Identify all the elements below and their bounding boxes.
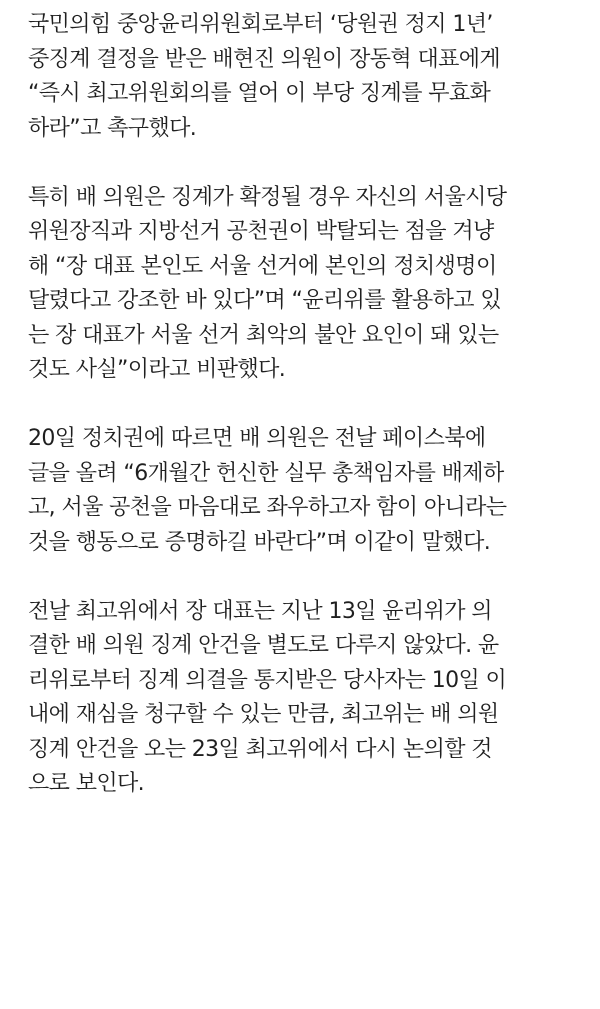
text-line: 중징계 결정을 받은 배현진 의원이 장동혁 대표에게 — [28, 46, 501, 72]
text-line: 것도 사실”이라고 비판했다. — [28, 357, 286, 382]
text-line: 내에 재심을 청구할 수 있는 만큼, 최고위는 배 의원 — [28, 702, 499, 727]
text-line: 는 장 대표가 서울 선거 최악의 불안 요인이 돼 있는 — [28, 322, 499, 348]
text-line: 글을 올려 “6개월간 헌신한 실무 총책임자를 배제하 — [28, 460, 504, 486]
text-line: 위원장직과 지방선거 공천권이 박탈되는 점을 겨냥 — [28, 219, 494, 244]
text-line: 국민의힘 중앙윤리위원회로부터 ‘당원권 정지 1년’ — [28, 12, 493, 37]
paragraph-2 — [28, 181, 588, 388]
text-line: 리위로부터 징계 의결을 통지받은 당사자는 10일 이 — [28, 667, 507, 693]
paragraph-1 — [28, 8, 588, 146]
article-body — [28, 8, 588, 836]
text-line: 달렸다고 강조한 바 있다”며 “윤리위를 활용하고 있 — [28, 288, 501, 313]
paragraph-3 — [28, 422, 588, 560]
paragraph-4 — [28, 595, 588, 802]
text-line: 으로 보인다. — [28, 771, 145, 796]
text-line: 20일 정치권에 따르면 배 의원은 전날 페이스북에 — [28, 426, 486, 451]
text-line: 하라”고 촉구했다. — [28, 115, 197, 141]
text-line: 고, 서울 공천을 마음대로 좌우하고자 함이 아니라는 — [28, 495, 507, 520]
text-line: “즉시 최고위원회의를 열어 이 부당 징계를 무효화 — [28, 81, 491, 106]
text-line: 징계 안건을 오는 23일 최고위에서 다시 논의할 것 — [28, 736, 492, 762]
text-line: 전날 최고위에서 장 대표는 지난 13일 윤리위가 의 — [28, 598, 492, 624]
text-line: 결한 배 의원 징계 안건을 별도로 다루지 않았다. 윤 — [28, 633, 499, 658]
text-line: 해 “장 대표 본인도 서울 선거에 본인의 정치생명이 — [28, 253, 497, 279]
text-line: 특히 배 의원은 징계가 확정될 경우 자신의 서울시당 — [28, 184, 507, 210]
text-line: 것을 행동으로 증명하길 바란다”며 이같이 말했다. — [28, 529, 491, 555]
